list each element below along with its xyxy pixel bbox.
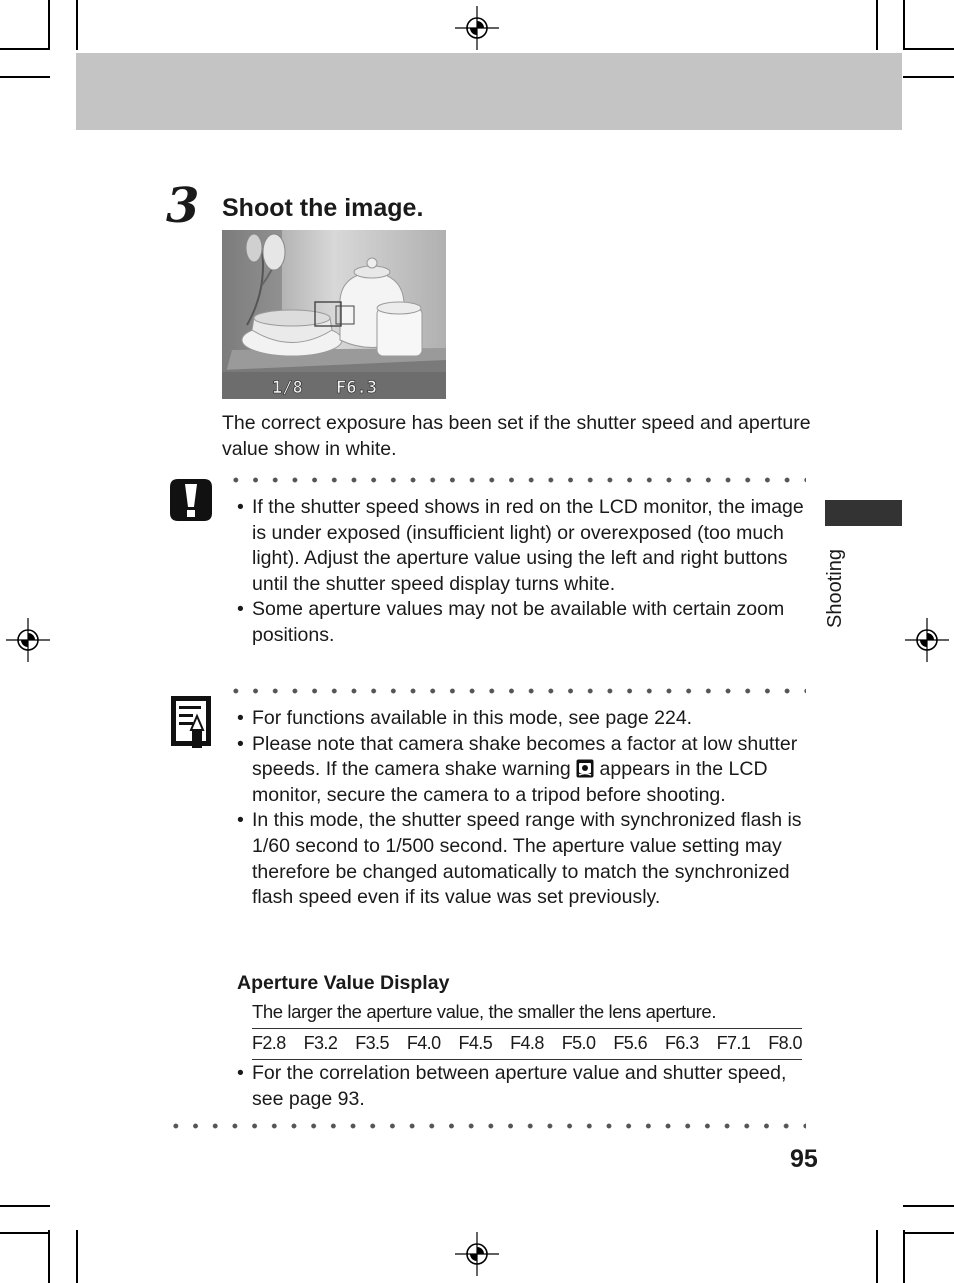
section-label: Shooting (824, 549, 846, 628)
dotted-separator (226, 687, 806, 695)
caution-icon (168, 477, 214, 523)
lcd-aperture: F6.3 (336, 378, 377, 398)
aperture-rule (252, 1028, 802, 1029)
step-number: 3 (166, 178, 200, 234)
aperture-value: F5.0 (561, 1033, 596, 1053)
note-item: • In this mode, the shutter speed range with synchronized flash is 1/60 second to 1/500 second. The aperture value setting may therefore be changed automatically to match the synchronized flash speed even if its value was set previously. (237, 809, 802, 909)
registration-mark-icon (455, 1232, 499, 1276)
note-list (237, 706, 807, 911)
aperture-value: F2.8 (252, 1033, 286, 1053)
aperture-value: F4.0 (406, 1033, 441, 1053)
note-item: • For functions available in this mode, see page 224. (237, 707, 693, 729)
caution-item: • If the shutter speed shows in red on the LCD monitor, the image is under exposed (insufficient light) or overexposed (too much light). Adjust the aperture value using the left and right buttons until the shutter speed display turns white. (237, 496, 804, 595)
aperture-value: F4.5 (458, 1033, 493, 1053)
aperture-value: F8.0 (768, 1033, 802, 1053)
memo-icon (169, 694, 215, 750)
note-list-continued (237, 1061, 807, 1112)
dotted-separator (166, 1122, 806, 1130)
exposure-paragraph: The correct exposure has been set if the shutter speed and aperture value show in white. (222, 412, 811, 460)
aperture-value: F7.1 (716, 1033, 751, 1053)
step-title: Shoot the image. (222, 194, 424, 222)
aperture-value: F6.3 (665, 1033, 699, 1053)
registration-mark-icon (455, 6, 499, 50)
lcd-preview-photo (222, 230, 446, 399)
camera-shake-warning-icon (576, 759, 594, 778)
caution-list (237, 495, 807, 649)
header-band (76, 53, 902, 130)
lcd-shutter-speed: 1/8 (272, 378, 303, 398)
aperture-value: F4.8 (510, 1033, 544, 1053)
section-tab (825, 500, 902, 526)
registration-mark-icon (6, 618, 50, 662)
aperture-value: F5.6 (613, 1033, 647, 1053)
page-number: 95 (790, 1145, 818, 1173)
aperture-rule (252, 1059, 802, 1060)
note-item: • Please note that camera shake becomes a factor at low shutter speeds. If the camera shake warning appears in the LCD monitor, secure the camera to a tripod before shooting. (237, 732, 798, 806)
dotted-separator (226, 476, 806, 484)
aperture-value: F3.5 (355, 1033, 389, 1053)
aperture-values (252, 1031, 802, 1056)
aperture-heading: Aperture Value Display (237, 972, 450, 994)
note-item: • For the correlation between aperture value and shutter speed, see page 93. (237, 1062, 787, 1110)
caution-item: • Some aperture values may not be available with certain zoom positions. (237, 598, 785, 646)
aperture-value: F3.2 (303, 1033, 338, 1053)
aperture-description: The larger the aperture value, the smaller the lens aperture. (252, 1001, 717, 1022)
